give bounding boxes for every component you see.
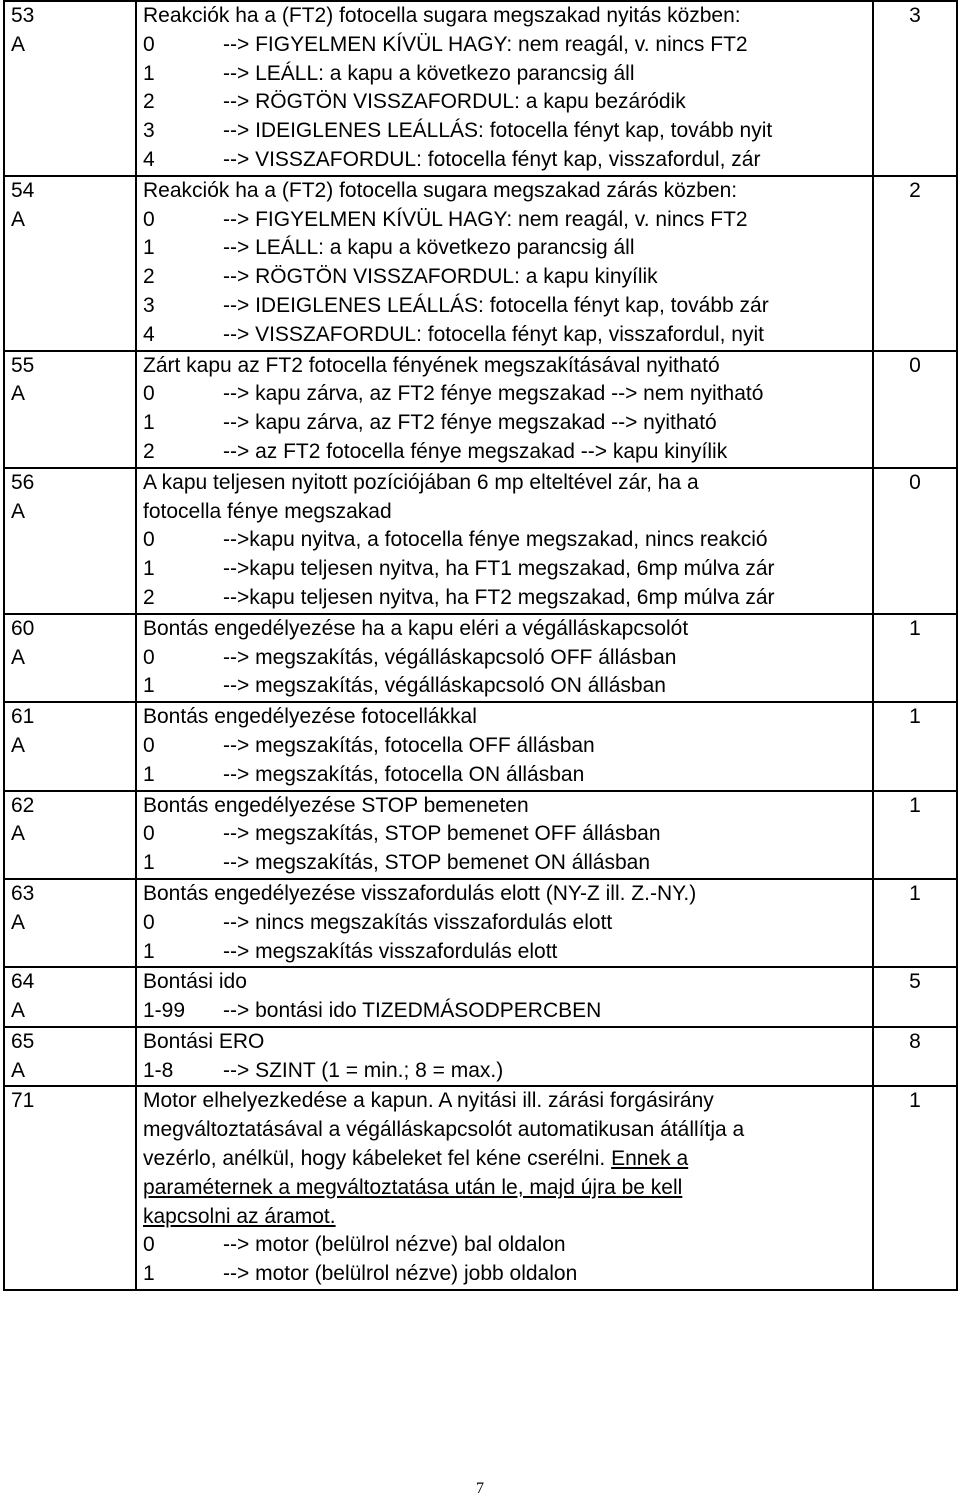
option-line: [143, 909, 868, 938]
option-text: --> az FT2 fotocella fénye megszakad --> kapu kinyílik: [223, 439, 728, 463]
option-line: [143, 88, 868, 117]
parameter-row: [4, 967, 957, 1027]
parameter-description-cell: [136, 351, 873, 468]
option-line: [143, 732, 868, 761]
parameter-level: A: [11, 910, 26, 934]
option-key: 0: [143, 207, 155, 231]
parameter-code: 53: [11, 4, 35, 27]
option-line: [143, 584, 868, 613]
parameter-row: [4, 176, 957, 351]
option-key: 1: [143, 236, 155, 260]
option-text: --> megszakítás, STOP bemenet ON állásban: [223, 851, 651, 875]
parameter-row: [4, 351, 957, 468]
parameter-description-cell: [136, 1027, 873, 1087]
parameter-code: 56: [11, 470, 35, 494]
option-key: 2: [143, 265, 155, 289]
option-text: -->kapu teljesen nyitva, ha FT1 megszakad, 6mp múlva zár: [223, 557, 775, 581]
parameter-title: Bontási ERO: [143, 1029, 265, 1053]
default-value-cell: [873, 702, 957, 790]
option-text: --> IDEIGLENES LEÁLLÁS: fotocella fényt kap, tovább nyit: [223, 119, 773, 143]
option-text: --> megszakítás, végálláskapcsoló OFF állásban: [223, 645, 677, 669]
option-key: 1-8: [143, 1058, 174, 1082]
default-value: 0: [909, 470, 921, 494]
default-value: 1: [909, 793, 921, 817]
option-text: --> FIGYELMEN KÍVÜL HAGY: nem reagál, v. nincs FT2: [223, 207, 748, 231]
option-line: [143, 644, 868, 673]
option-text: --> LEÁLL: a kapu a következo parancsig áll: [223, 236, 635, 260]
default-value: 1: [909, 881, 921, 905]
option-text: -->kapu teljesen nyitva, ha FT2 megszakad, 6mp múlva zár: [223, 585, 775, 609]
parameter-code-cell: [4, 791, 136, 879]
description-note: kapcsolni az áramot.: [143, 1204, 336, 1228]
option-line: [143, 997, 868, 1026]
parameter-row: [4, 879, 957, 967]
parameter-code-cell: [4, 1, 136, 176]
option-key: 1-99: [143, 999, 186, 1023]
default-value: 0: [909, 353, 921, 377]
option-line: [143, 1260, 868, 1289]
parameter-title: Bontás engedélyezése ha a kapu eléri a végálláskapcsolót: [143, 616, 689, 640]
parameter-code: 63: [11, 881, 35, 905]
parameter-code: 62: [11, 793, 35, 817]
description-note: paraméternek a megváltoztatása után le, majd újra be kell: [143, 1175, 683, 1199]
parameter-code-cell: [4, 351, 136, 468]
option-text: --> RÖGTÖN VISSZAFORDUL: a kapu kinyílik: [223, 265, 658, 289]
option-line: [143, 1057, 868, 1086]
option-text: --> VISSZAFORDUL: fotocella fényt kap, visszafordul, nyit: [223, 322, 764, 346]
parameter-title: Reakciók ha a (FT2) fotocella sugara megszakad nyitás közben:: [143, 4, 741, 27]
default-value-cell: [873, 1027, 957, 1087]
option-line: [143, 938, 868, 967]
parameter-level: A: [11, 645, 26, 669]
parameter-code-cell: [4, 702, 136, 790]
parameter-level: A: [11, 207, 26, 231]
option-text: --> megszakítás, fotocella ON állásban: [223, 762, 585, 786]
option-line: [143, 672, 868, 701]
option-line: [143, 438, 868, 467]
default-value-cell: [873, 1, 957, 176]
option-line: [143, 263, 868, 292]
parameter-row: [4, 1086, 957, 1290]
parameter-code-cell: [4, 1086, 136, 1290]
option-text: --> kapu zárva, az FT2 fénye megszakad --> nem nyitható: [223, 382, 764, 406]
parameter-level: A: [11, 822, 26, 846]
option-key: 2: [143, 585, 155, 609]
option-key: 1: [143, 411, 155, 435]
parameter-row: [4, 468, 957, 614]
default-value: 1: [909, 616, 921, 640]
default-value-cell: [873, 791, 957, 879]
parameter-title: Bontás engedélyezése visszafordulás elott (NY-Z ill. Z.-NY.): [143, 881, 697, 905]
parameter-description-cell: [136, 176, 873, 351]
parameter-title: Bontási ido: [143, 970, 247, 994]
option-line: [143, 206, 868, 235]
parameter-description-cell: [136, 468, 873, 614]
parameter-description-cell: [136, 702, 873, 790]
parameter-row: [4, 702, 957, 790]
option-key: 0: [143, 822, 155, 846]
default-value: 3: [909, 4, 921, 27]
option-text: --> megszakítás visszafordulás elott: [223, 939, 558, 963]
option-line: [143, 380, 868, 409]
parameter-code-cell: [4, 176, 136, 351]
option-line: [143, 146, 868, 175]
page-number: 7: [476, 1480, 484, 1497]
default-value: 8: [909, 1029, 921, 1053]
option-key: 0: [143, 910, 155, 934]
parameter-code: 71: [11, 1089, 35, 1113]
option-key: 2: [143, 90, 155, 114]
parameter-level: A: [11, 999, 26, 1023]
parameter-row: [4, 1, 957, 176]
parameter-code: 55: [11, 353, 35, 377]
parameter-title: A kapu teljesen nyitott pozíciójában 6 mp elteltével zár, ha a: [143, 470, 699, 494]
parameter-code: 64: [11, 970, 35, 994]
parameter-description-line: Motor elhelyezkedése a kapun. A nyitási ill. zárási forgásirány: [143, 1089, 714, 1113]
option-line: [143, 526, 868, 555]
option-line: [143, 292, 868, 321]
option-key: 0: [143, 645, 155, 669]
option-text: --> nincs megszakítás visszafordulás elott: [223, 910, 613, 934]
option-line: [143, 761, 868, 790]
parameter-row: [4, 1027, 957, 1087]
option-key: 4: [143, 147, 155, 171]
parameter-code-cell: [4, 879, 136, 967]
parameter-table: [3, 0, 958, 1291]
option-line: [143, 234, 868, 263]
default-value-cell: [873, 614, 957, 702]
option-line: [143, 409, 868, 438]
option-line: [143, 60, 868, 89]
option-key: 0: [143, 1233, 155, 1257]
option-key: 1: [143, 762, 155, 786]
option-line: [143, 321, 868, 350]
parameter-note-line: [143, 1203, 868, 1232]
option-text: --> RÖGTÖN VISSZAFORDUL: a kapu bezáródik: [223, 90, 686, 114]
option-line: [143, 849, 868, 878]
option-line: [143, 1231, 868, 1260]
default-value-cell: [873, 468, 957, 614]
default-value-cell: [873, 879, 957, 967]
parameter-description-line: [143, 1145, 868, 1174]
parameter-code: 61: [11, 705, 35, 729]
parameter-level: A: [11, 382, 26, 406]
default-value: 2: [909, 178, 921, 202]
parameter-code: 65: [11, 1029, 35, 1053]
default-value-cell: [873, 1086, 957, 1290]
option-text: --> kapu zárva, az FT2 fénye megszakad --> nyitható: [223, 411, 717, 435]
parameter-code-cell: [4, 614, 136, 702]
parameter-description-cell: [136, 967, 873, 1027]
default-value-cell: [873, 176, 957, 351]
parameter-row: [4, 791, 957, 879]
option-key: 0: [143, 733, 155, 757]
parameter-description-cell: [136, 1086, 873, 1290]
option-key: 3: [143, 119, 155, 143]
parameter-description-cell: [136, 1, 873, 176]
option-line: [143, 820, 868, 849]
parameter-note-line: [143, 1174, 868, 1203]
parameter-code: 60: [11, 616, 35, 640]
option-text: --> VISSZAFORDUL: fotocella fényt kap, visszafordul, zár: [223, 147, 761, 171]
option-key: 1: [143, 939, 155, 963]
default-value: 1: [909, 705, 921, 729]
default-value-cell: [873, 351, 957, 468]
parameter-level: A: [11, 499, 26, 523]
default-value: 5: [909, 970, 921, 994]
option-key: 1: [143, 674, 155, 698]
option-text: --> IDEIGLENES LEÁLLÁS: fotocella fényt kap, tovább zár: [223, 293, 769, 317]
option-text: -->kapu nyitva, a fotocella fénye megszakad, nincs reakció: [223, 528, 768, 552]
parameter-title: fotocella fénye megszakad: [143, 499, 392, 523]
parameter-description-cell: [136, 614, 873, 702]
option-key: 1: [143, 557, 155, 581]
option-text: --> bontási ido TIZEDMÁSODPERCBEN: [223, 999, 602, 1023]
option-line: [143, 31, 868, 60]
option-key: 4: [143, 322, 155, 346]
default-value-cell: [873, 967, 957, 1027]
option-key: 0: [143, 528, 155, 552]
option-text: --> megszakítás, fotocella OFF állásban: [223, 733, 595, 757]
parameter-code-cell: [4, 1027, 136, 1087]
parameter-description-cell: [136, 879, 873, 967]
option-key: 1: [143, 1262, 155, 1286]
description-text: vezérlo, anélkül, hogy kábeleket fel kéne cserélni.: [143, 1147, 612, 1171]
parameter-description-cell: [136, 791, 873, 879]
parameter-code: 54: [11, 178, 35, 202]
option-text: --> megszakítás, STOP bemenet OFF állásban: [223, 822, 661, 846]
parameter-row: [4, 614, 957, 702]
default-value: 1: [909, 1089, 921, 1113]
parameter-level: A: [11, 1058, 26, 1082]
option-text: --> motor (belülrol nézve) jobb oldalon: [223, 1262, 578, 1286]
parameter-level: A: [11, 32, 26, 56]
option-line: [143, 117, 868, 146]
parameter-title: Zárt kapu az FT2 fotocella fényének megszakításával nyitható: [143, 353, 720, 377]
option-text: --> megszakítás, végálláskapcsoló ON állásban: [223, 674, 666, 698]
option-text: --> motor (belülrol nézve) bal oldalon: [223, 1233, 566, 1257]
option-key: 2: [143, 439, 155, 463]
parameter-title: Reakciók ha a (FT2) fotocella sugara megszakad zárás közben:: [143, 178, 738, 202]
option-text: --> LEÁLL: a kapu a következo parancsig áll: [223, 61, 635, 85]
parameter-code-cell: [4, 967, 136, 1027]
option-text: --> FIGYELMEN KÍVÜL HAGY: nem reagál, v. nincs FT2: [223, 32, 748, 56]
option-key: 1: [143, 851, 155, 875]
option-key: 0: [143, 32, 155, 56]
option-text: --> SZINT (1 = min.; 8 = max.): [223, 1058, 504, 1082]
option-key: 1: [143, 61, 155, 85]
option-key: 0: [143, 382, 155, 406]
parameter-title: Bontás engedélyezése STOP bemeneten: [143, 793, 529, 817]
parameter-level: A: [11, 733, 26, 757]
parameter-code-cell: [4, 468, 136, 614]
option-line: [143, 555, 868, 584]
parameter-description-line: megváltoztatásával a végálláskapcsolót automatikusan átállítja a: [143, 1118, 745, 1142]
parameter-title: Bontás engedélyezése fotocellákkal: [143, 705, 477, 729]
option-key: 3: [143, 293, 155, 317]
description-note: Ennek a: [611, 1147, 689, 1171]
